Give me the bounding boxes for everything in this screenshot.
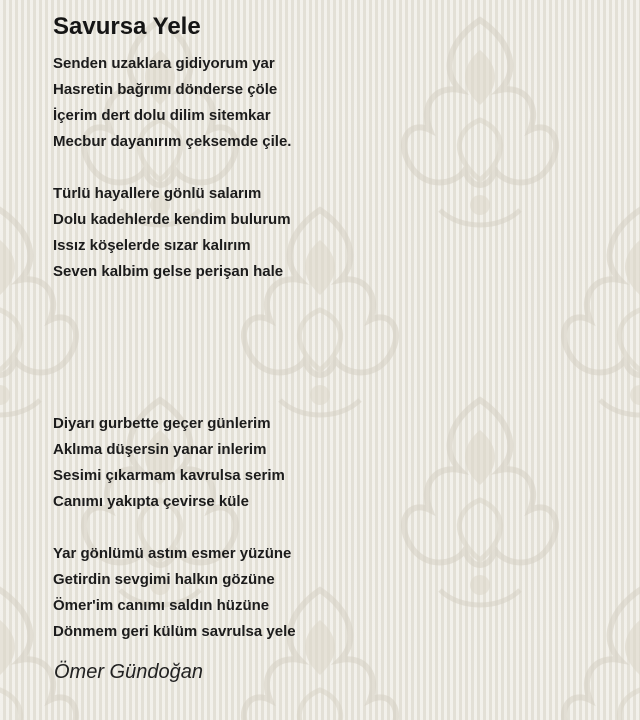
poem-title: Savursa Yele	[53, 13, 201, 40]
poem-line: Yar gönlümü astım esmer yüzüne	[53, 545, 292, 562]
stanza-4	[53, 541, 296, 645]
poem-line: Ömer'im canımı saldın hüzüne	[53, 597, 270, 614]
poem-line: Senden uzaklara gidiyorum yar	[53, 55, 275, 72]
poem-line: Issız köşelerde sızar kalırım	[53, 237, 251, 254]
stanza-2	[53, 181, 291, 285]
poem-line: Hasretin bağrımı dönderse çöle	[53, 81, 278, 98]
poem-author: Ömer Gündoğan	[54, 661, 203, 683]
poem-line: Mecbur dayanırım çeksemde çile.	[53, 133, 292, 150]
poem-line: Aklıma düşersin yanar inlerim	[53, 441, 267, 458]
stanza-1	[53, 51, 291, 155]
stanza-3	[53, 411, 285, 515]
poem-line: Türlü hayallere gönlü salarım	[53, 185, 262, 202]
poem-line: Sesimi çıkarmam kavrulsa serim	[53, 467, 285, 484]
poem-line: Seven kalbim gelse perişan hale	[53, 263, 284, 280]
poem-line: Dolu kadehlerde kendim bulurum	[53, 211, 291, 228]
poem-line: Getirdin sevgimi halkın gözüne	[53, 571, 275, 588]
poem-line: Canımı yakıpta çevirse küle	[53, 493, 249, 510]
poem-line: İçerim dert dolu dilim sitemkar	[53, 107, 271, 124]
poem-line: Dönmem geri külüm savrulsa yele	[53, 623, 296, 640]
poem-line: Diyarı gurbette geçer günlerim	[53, 415, 271, 432]
